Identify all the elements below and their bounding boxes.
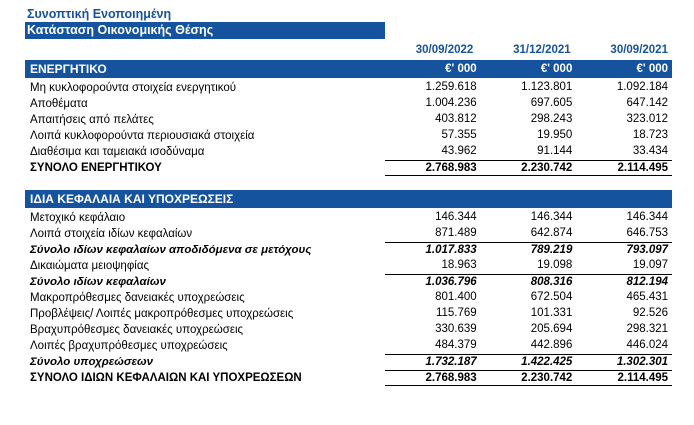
row-label: Μετοχικό κεφάλαιο [30, 212, 126, 224]
section-header-assets-units [385, 60, 672, 78]
table-row [25, 274, 672, 290]
row-value-col-2: 642.874 [530, 227, 573, 239]
row-value-col-3: 1.302.301 [576, 354, 672, 370]
row-value-col-3: 146.344 [626, 211, 669, 223]
row-label: Αποθέματα [30, 98, 88, 110]
table-row [25, 112, 672, 128]
row-value-col-1: 57.355 [441, 129, 477, 141]
table-row [25, 338, 672, 354]
row-value-col-3: 812.194 [576, 274, 672, 290]
table-row [25, 96, 672, 112]
row-value-col-1: 1.017.833 [385, 242, 481, 258]
row-value-col-1: 18.963 [441, 259, 477, 271]
row-label: Δικαιώματα μειοψηφίας [30, 260, 150, 272]
table-row [25, 258, 672, 274]
row-value-col-1: 330.639 [435, 323, 477, 335]
row-value-col-3: 647.142 [626, 97, 669, 109]
row-value-col-1: 115.769 [435, 307, 477, 319]
row-value-col-2: 101.331 [530, 307, 573, 319]
row-value-col-3: 2.114.495 [576, 160, 672, 176]
row-value-col-1: 871.489 [435, 227, 477, 239]
row-label: Σύνολο ιδίων κεφαλαίων [30, 276, 166, 288]
row-label: Απαιτήσεις από πελάτες [30, 114, 154, 126]
table-row [25, 306, 672, 322]
row-value-col-3: 298.321 [626, 323, 669, 335]
row-values [385, 338, 672, 354]
row-value-col-3: 18.723 [632, 129, 669, 141]
section-header-equity-liabilities [25, 190, 672, 208]
unit-label-col-1: €' 000 [445, 63, 477, 75]
column-header-date-1: 30/09/2022 [415, 44, 474, 56]
table-row [25, 226, 672, 242]
section-header-equity-liabilities-label: ΙΔΙΑ ΚΕΦΑΛΑΙΑ ΚΑΙ ΥΠΟΧΡΕΩΣΕΙΣ [30, 192, 234, 206]
row-value-col-1: 43.962 [441, 145, 477, 157]
assets-rows [25, 80, 672, 176]
row-value-col-1: 484.379 [435, 339, 477, 351]
row-value-col-2: 298.243 [530, 113, 573, 125]
column-header-date-2: 31/12/2021 [513, 44, 571, 56]
column-date-headers [380, 42, 672, 58]
row-values [385, 210, 672, 226]
row-value-col-2: 19.098 [537, 259, 573, 271]
row-value-col-2: 672.504 [530, 291, 573, 303]
row-value-col-2: 146.344 [530, 211, 573, 223]
row-value-col-2: 2.230.742 [481, 370, 577, 386]
title-line-1: Συνοπτική Ενοποιημένη [27, 7, 172, 21]
table-row [25, 242, 672, 258]
row-value-col-2: 808.316 [481, 274, 577, 290]
row-values [385, 160, 672, 176]
row-label: Λοιπές βραχυπρόθεσμες υποχρεώσεις [30, 340, 228, 352]
equity-liabilities-rows [25, 210, 672, 386]
row-value-col-3: 33.434 [632, 145, 669, 157]
row-value-col-2: 91.144 [537, 145, 573, 157]
row-values [385, 322, 672, 338]
row-value-col-2: 1.422.425 [481, 354, 577, 370]
row-values [385, 370, 672, 386]
table-row [25, 144, 672, 160]
row-value-col-2: 19.950 [537, 129, 573, 141]
row-value-col-3: 465.431 [626, 291, 669, 303]
section-header-assets-label: ΕΝΕΡΓΗΤΙΚΟ [30, 62, 107, 76]
unit-label-col-3: €' 000 [636, 63, 669, 75]
row-value-col-2: 1.123.801 [521, 81, 573, 93]
row-values [385, 274, 672, 290]
row-values [385, 226, 672, 242]
row-values [385, 258, 672, 274]
table-row [25, 128, 672, 144]
row-value-col-3: 1.092.184 [616, 81, 669, 93]
section-header-assets [25, 60, 672, 78]
row-value-col-1: 1.259.618 [425, 81, 477, 93]
row-label: Προβλέψεις/ Λοιπές μακροπρόθεσμες υποχρεώσεις [30, 308, 294, 320]
row-value-col-1: 1.004.236 [425, 97, 477, 109]
unit-label-col-2: €' 000 [540, 63, 573, 75]
row-values [385, 354, 672, 370]
row-values [385, 290, 672, 306]
row-value-col-3: 92.526 [632, 307, 669, 319]
row-values [385, 112, 672, 128]
row-values [385, 80, 672, 96]
row-values [385, 96, 672, 112]
row-value-col-3: 19.097 [632, 259, 669, 271]
row-values [385, 306, 672, 322]
row-label: Μακροπρόθεσμες δανειακές υποχρεώσεις [30, 292, 245, 304]
table-row [25, 80, 672, 96]
row-value-col-1: 2.768.983 [385, 160, 481, 176]
row-label: Λοιπά στοιχεία ιδίων κεφαλαίων [30, 228, 193, 240]
row-value-col-2: 442.896 [530, 339, 573, 351]
row-label: Σύνολο υποχρεώσεων [30, 356, 153, 368]
row-label: Μη κυκλοφορούντα στοιχεία ενεργητικού [30, 82, 237, 94]
row-value-col-2: 205.694 [530, 323, 573, 335]
row-label: ΣΥΝΟΛΟ ΙΔΙΩΝ ΚΕΦΑΛΑΙΩΝ ΚΑΙ ΥΠΟΧΡΕΩΣΕΩΝ [30, 372, 302, 384]
row-values [385, 242, 672, 258]
table-row [25, 370, 672, 386]
column-header-date-3: 30/09/2021 [610, 44, 668, 56]
row-values [385, 128, 672, 144]
row-value-col-3: 323.012 [626, 113, 669, 125]
row-value-col-3: 446.024 [626, 339, 669, 351]
row-label: ΣΥΝΟΛΟ ΕΝΕΡΓΗΤΙΚΟΥ [30, 162, 162, 174]
row-value-col-2: 789.219 [481, 242, 577, 258]
row-value-col-3: 2.114.495 [576, 370, 672, 386]
row-value-col-1: 146.344 [435, 211, 477, 223]
statement-title [25, 6, 385, 39]
table-row [25, 210, 672, 226]
row-value-col-1: 1.036.796 [385, 274, 481, 290]
table-row [25, 290, 672, 306]
row-value-col-3: 793.097 [576, 242, 672, 258]
row-values [385, 144, 672, 160]
title-line-2: Κατάσταση Οικονομικής Θέσης [25, 22, 385, 39]
row-value-col-3: 646.753 [626, 227, 669, 239]
row-label: Βραχυπρόθεσμες δανειακές υποχρεώσεις [30, 324, 244, 336]
row-value-col-2: 2.230.742 [481, 160, 577, 176]
row-value-col-1: 403.812 [435, 113, 477, 125]
table-row [25, 322, 672, 338]
row-value-col-1: 1.732.187 [385, 354, 481, 370]
table-row [25, 160, 672, 176]
row-value-col-1: 2.768.983 [385, 370, 481, 386]
table-row [25, 354, 672, 370]
row-value-col-2: 697.605 [530, 97, 573, 109]
row-label: Διαθέσιμα και ταμειακά ισοδύναμα [30, 146, 205, 158]
row-label: Σύνολο ιδίων κεφαλαίων αποδιδόμενα σε μετόχους [30, 244, 312, 256]
row-value-col-1: 801.400 [435, 291, 477, 303]
row-label: Λοιπά κυκλοφορούντα περιουσιακά στοιχεία [30, 130, 255, 142]
